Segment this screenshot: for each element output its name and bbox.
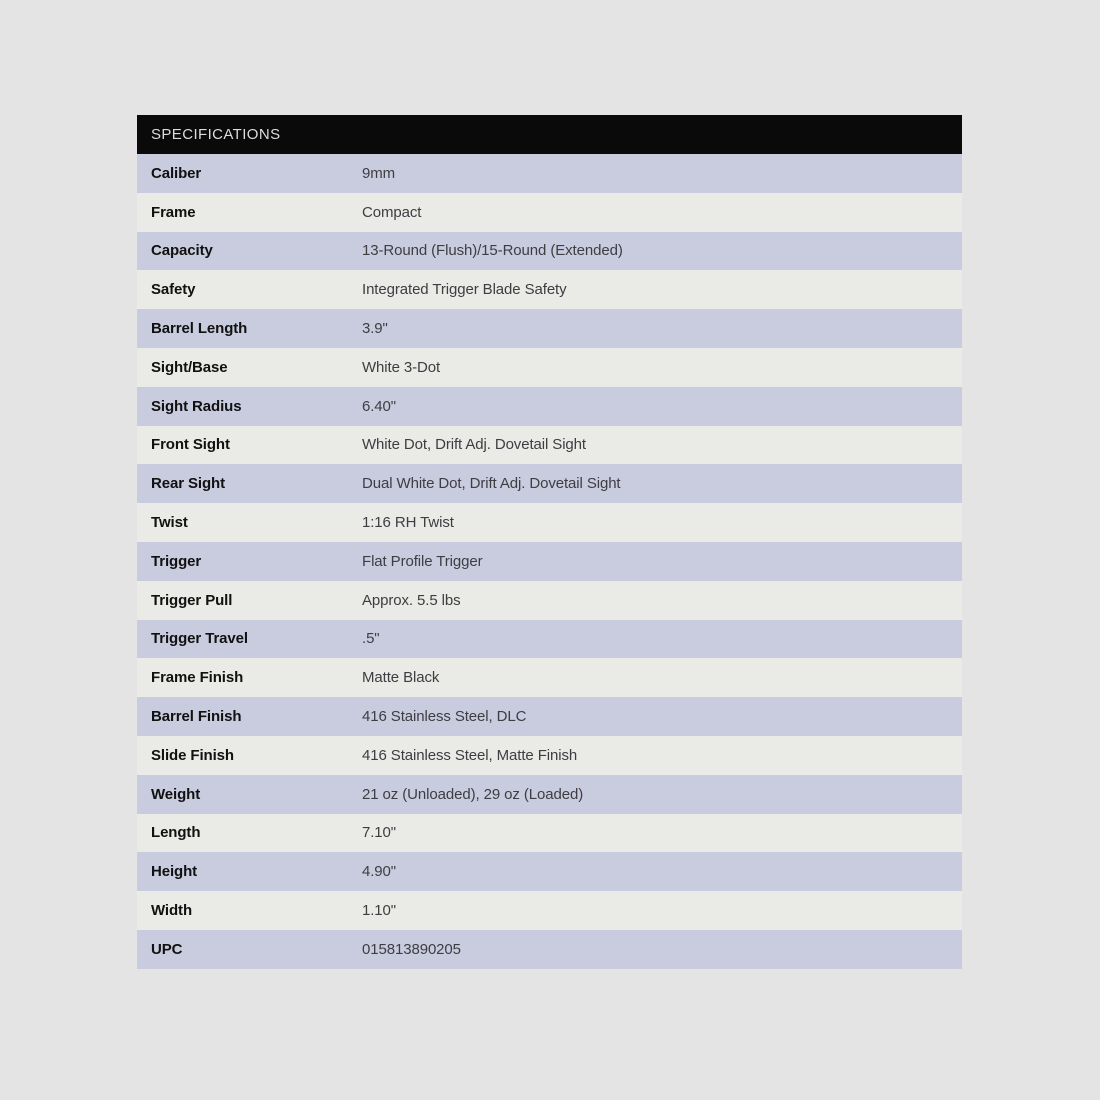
spec-value: 015813890205 [362, 940, 461, 958]
spec-value: White 3-Dot [362, 358, 441, 376]
spec-label: Trigger [151, 552, 202, 570]
spec-value: Integrated Trigger Blade Safety [362, 281, 567, 299]
table-row [137, 620, 962, 659]
spec-label: Trigger Pull [151, 591, 233, 609]
spec-value: 1:16 RH Twist [362, 514, 454, 532]
table-row [137, 852, 962, 891]
spec-label: Rear Sight [151, 475, 226, 493]
spec-value: Approx. 5.5 lbs [362, 591, 461, 609]
spec-label: Length [151, 824, 201, 842]
spec-value: 21 oz (Unloaded), 29 oz (Loaded) [362, 785, 584, 803]
table-row [137, 348, 962, 387]
spec-label: UPC [151, 940, 183, 958]
spec-label: Front Sight [151, 436, 230, 454]
spec-label: Sight/Base [151, 358, 228, 376]
spec-rows [137, 154, 962, 969]
table-row [137, 775, 962, 814]
table-row [137, 503, 962, 542]
specifications-title: SPECIFICATIONS [151, 126, 281, 143]
spec-label: Barrel Finish [151, 708, 242, 726]
table-row [137, 581, 962, 620]
table-row [137, 193, 962, 232]
spec-value: 416 Stainless Steel, Matte Finish [362, 746, 578, 764]
spec-value: Matte Black [362, 669, 440, 687]
spec-label: Twist [151, 514, 188, 532]
spec-label: Slide Finish [151, 746, 234, 764]
spec-value: 1.10" [362, 902, 397, 920]
table-row [137, 426, 962, 465]
spec-value: 9mm [362, 164, 396, 182]
spec-label: Safety [151, 281, 196, 299]
spec-label: Height [151, 863, 198, 881]
spec-label: Frame Finish [151, 669, 244, 687]
spec-label: Barrel Length [151, 320, 248, 338]
spec-label: Caliber [151, 164, 202, 182]
spec-value: Flat Profile Trigger [362, 552, 483, 570]
spec-label: Sight Radius [151, 397, 242, 415]
table-row [137, 387, 962, 426]
spec-value: White Dot, Drift Adj. Dovetail Sight [362, 436, 586, 454]
table-row [137, 891, 962, 930]
specifications-table [137, 115, 962, 969]
table-row [137, 697, 962, 736]
spec-label: Weight [151, 785, 201, 803]
spec-value: 4.90" [362, 863, 397, 881]
spec-value: .5" [362, 630, 380, 648]
spec-label: Frame [151, 203, 196, 221]
table-row [137, 736, 962, 775]
table-row [137, 814, 962, 853]
spec-value: 6.40" [362, 397, 397, 415]
spec-value: 416 Stainless Steel, DLC [362, 708, 527, 726]
table-row [137, 930, 962, 969]
table-row [137, 270, 962, 309]
spec-label: Width [151, 902, 193, 920]
spec-value: 13-Round (Flush)/15-Round (Extended) [362, 242, 623, 260]
spec-value: Compact [362, 203, 422, 221]
table-row [137, 232, 962, 271]
spec-label: Capacity [151, 242, 213, 260]
specifications-header [137, 115, 962, 154]
table-row [137, 309, 962, 348]
spec-value: 7.10" [362, 824, 397, 842]
spec-value: Dual White Dot, Drift Adj. Dovetail Sight [362, 475, 621, 493]
spec-label: Trigger Travel [151, 630, 248, 648]
table-row [137, 154, 962, 193]
table-row [137, 658, 962, 697]
spec-value: 3.9" [362, 320, 388, 338]
table-row [137, 542, 962, 581]
table-row [137, 464, 962, 503]
